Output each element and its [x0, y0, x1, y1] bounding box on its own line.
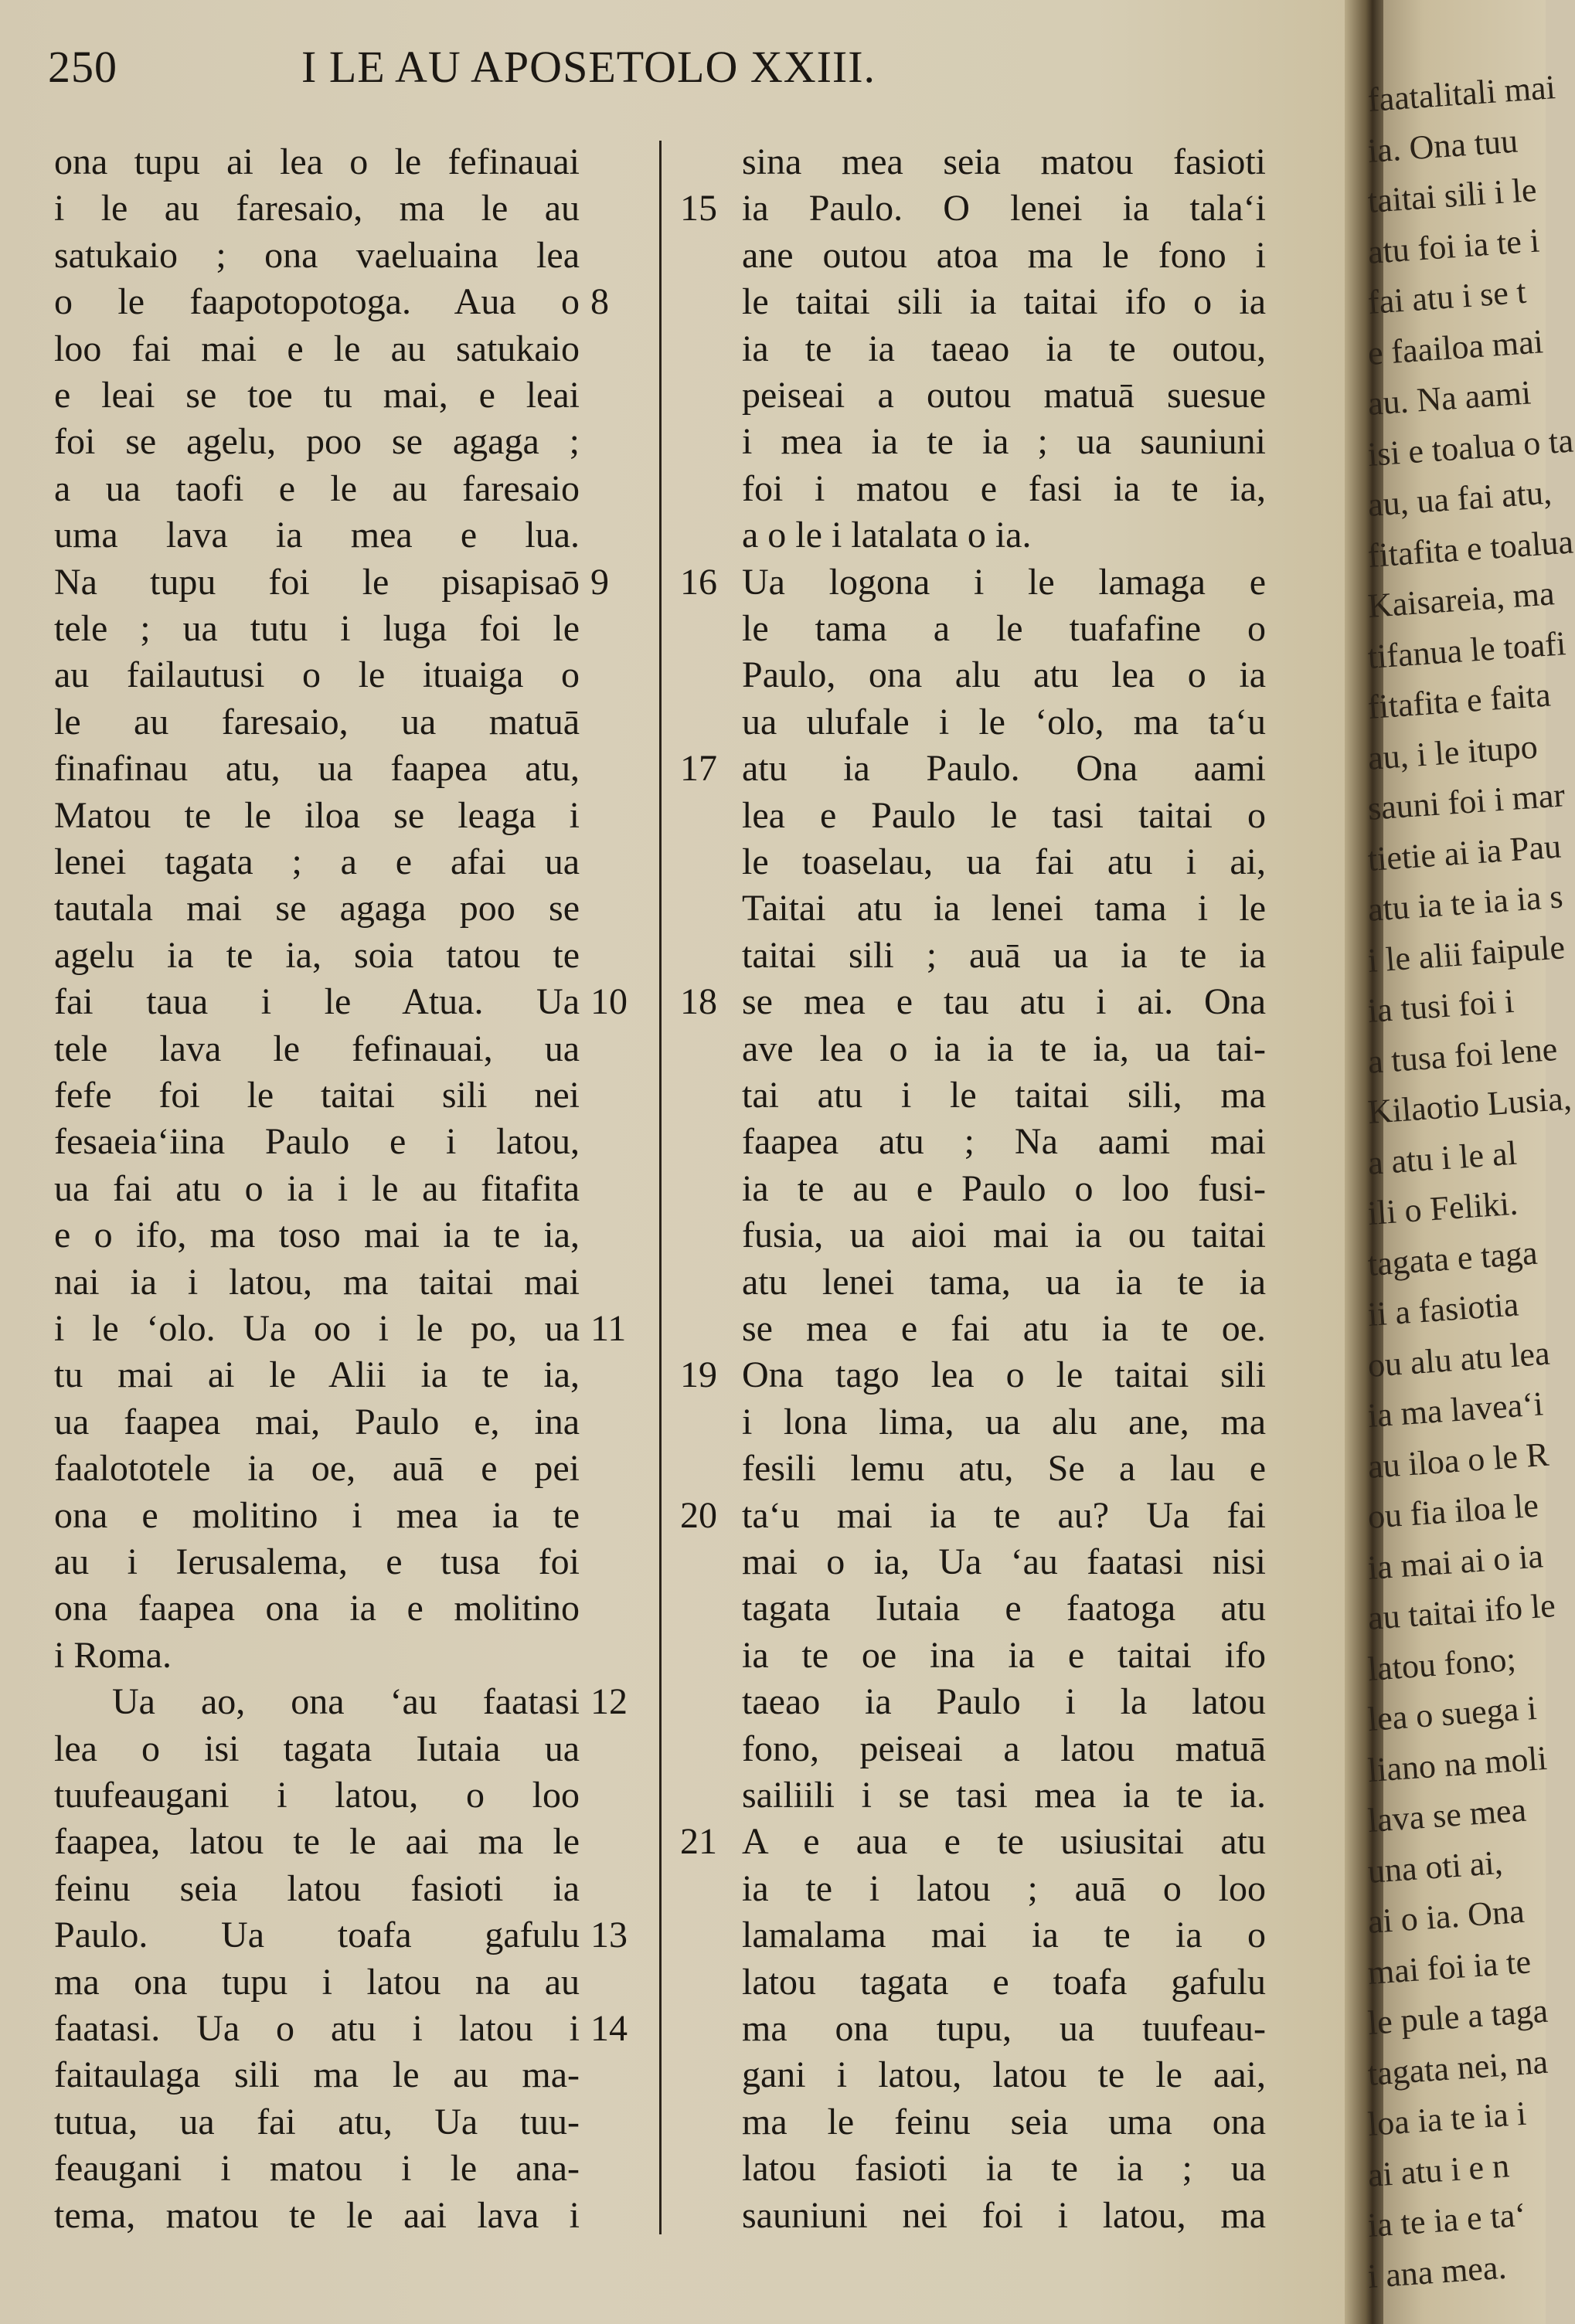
- text-line: i le ‘olo. Ua oo i le po, ua: [54, 1308, 580, 1349]
- text-line: Ua ao, ona ‘au faatasi: [112, 1681, 580, 1723]
- text-line: ona e molitino i mea ia te: [54, 1494, 580, 1536]
- text-line: i le au faresaio, ma le au: [54, 188, 580, 229]
- facing-page-line: atu ia te ia ia s: [1366, 877, 1564, 929]
- facing-page-line: a tusa foi lene: [1366, 1029, 1559, 1081]
- text-line: foi i matou e fasi ia te ia,: [742, 467, 1266, 509]
- text-line: satukaio ; ona vaeluaina lea: [54, 234, 580, 276]
- verse-number: 15: [680, 188, 717, 229]
- verse-number: 19: [680, 1354, 717, 1396]
- text-line: ma le feinu seia uma ona: [742, 2101, 1266, 2142]
- text-line: lea o isi tagata Iutaia ua: [54, 1728, 580, 1769]
- text-line: feinu seia latou fasioti ia: [54, 1867, 580, 1909]
- text-line: le taitai sili ia taitai ifo o ia: [742, 281, 1266, 323]
- text-line: au failautusi o le ituaiga o: [54, 654, 580, 696]
- text-line: au i Ierusalema, e tusa foi: [54, 1541, 580, 1582]
- text-line: Matou te le iloa se leaga i: [54, 794, 580, 836]
- text-line: faapea, latou te le aai ma le: [54, 1821, 580, 1863]
- text-line: ona tupu ai lea o le fefinauai: [54, 141, 580, 182]
- text-line: feaugani i matou i le ana-: [54, 2148, 580, 2190]
- facing-page-line: lea o suega i: [1366, 1688, 1538, 1738]
- text-line: latou tagata e toafa gafulu: [742, 1961, 1266, 2003]
- facing-page-line: faatalitali mai: [1366, 68, 1557, 119]
- facing-page-line: loa ia te ia i: [1366, 2094, 1528, 2143]
- text-line: ia te oe ina ia e taitai ifo: [742, 1634, 1266, 1676]
- text-line: mai o ia, Ua ‘au faatasi nisi: [742, 1541, 1266, 1582]
- text-line: e o ifo, ma toso mai ia te ia,: [54, 1215, 580, 1256]
- facing-page-line: au iloa o le R: [1366, 1435, 1550, 1486]
- facing-page-line: ai atu i e n: [1366, 2146, 1511, 2194]
- verse-number: 17: [680, 748, 717, 790]
- text-line: faalototele ia oe, auā e pei: [54, 1448, 580, 1490]
- text-line: lea e Paulo le tasi taitai o: [742, 794, 1266, 836]
- text-line: tuufeaugani i latou, o loo: [54, 1775, 580, 1816]
- text-line: taitai sili ; auā ua ia te ia: [742, 934, 1266, 976]
- text-line: ma ona tupu i latou na au: [54, 1961, 580, 2003]
- text-line: fesili lemu atu, Se a lau e: [742, 1448, 1266, 1490]
- text-line: ave lea o ia ia te ia, ua tai-: [742, 1028, 1266, 1069]
- facing-page-line: i le alii faipule: [1366, 927, 1566, 980]
- text-line: gani i latou, latou te le aai,: [742, 2054, 1266, 2096]
- text-line: fusia, ua aioi mai ia ou taitai: [742, 1215, 1266, 1256]
- text-line: Taitai atu ia lenei tama i le: [742, 888, 1266, 929]
- text-line: le toaselau, ua fai atu i ai,: [742, 841, 1266, 882]
- text-line: ua fai atu o ia i le au fitafita: [54, 1167, 580, 1209]
- text-line: i mea ia te ia ; ua sauniuni: [742, 421, 1266, 463]
- text-line: ia te au e Paulo o loo fusi-: [742, 1167, 1266, 1209]
- text-line: i Roma.: [54, 1634, 172, 1676]
- text-line: ta‘u mai ia te au? Ua fai: [742, 1494, 1266, 1536]
- text-line: Ua logona i le lamaga e: [742, 561, 1266, 603]
- verse-number: 21: [680, 1821, 717, 1863]
- text-line: e leai se toe tu mai, e leai: [54, 375, 580, 416]
- running-title: I LE AU APOSETOLO XXIII.: [301, 42, 876, 92]
- verse-number: 8: [590, 281, 609, 323]
- facing-page-line: ia ma lavea‘i: [1366, 1385, 1545, 1435]
- facing-page-line: liano na moli: [1366, 1738, 1549, 1789]
- text-line: tutua, ua fai atu, Ua tuu-: [54, 2101, 580, 2142]
- verse-number: 16: [680, 561, 717, 603]
- text-line: peiseai a outou matuā suesue: [742, 375, 1266, 416]
- facing-page-line: ou alu atu lea: [1366, 1334, 1551, 1385]
- page-number: 250: [48, 42, 117, 92]
- text-line: ua faapea mai, Paulo e, ina: [54, 1401, 580, 1442]
- facing-page-line: mai foi ia te: [1366, 1942, 1532, 1992]
- facing-page-line: sauni foi i mar: [1366, 776, 1566, 827]
- facing-page-line: lava se mea: [1366, 1790, 1528, 1840]
- text-line: ma ona tupu, ua tuufeau-: [742, 2008, 1266, 2049]
- text-line: tele lava le fefinauai, ua: [54, 1028, 580, 1069]
- verse-number: 12: [590, 1681, 628, 1723]
- facing-page-line: Kilaotio Lusia,: [1366, 1079, 1573, 1131]
- text-line: a ua taofi e le au faresaio: [54, 467, 580, 509]
- text-line: faapea atu ; Na aami mai: [742, 1121, 1266, 1163]
- text-line: sailiili i se tasi mea ia te ia.: [742, 1775, 1266, 1816]
- facing-page-line: latou fono;: [1366, 1639, 1518, 1688]
- facing-page-line: e faailoa mai: [1366, 321, 1545, 372]
- text-line: lenei tagata ; a e afai ua: [54, 841, 580, 882]
- text-line: taeao ia Paulo i la latou: [742, 1681, 1266, 1723]
- facing-page-line: au, ua fai atu,: [1366, 473, 1553, 524]
- text-line: le tama a le tuafafine o: [742, 608, 1266, 649]
- facing-page-line: ia mai ai o ia: [1366, 1536, 1545, 1587]
- text-line: atu lenei tama, ua ia te ia: [742, 1261, 1266, 1303]
- verse-number: 13: [590, 1915, 628, 1956]
- text-line: tai atu i le taitai sili, ma: [742, 1075, 1266, 1116]
- facing-page-line: au. Na aami: [1366, 373, 1532, 423]
- text-line: tautala mai se agaga poo se: [54, 888, 580, 929]
- facing-page-line: ia. Ona tuu: [1366, 121, 1519, 170]
- facing-page-line: fai atu i se t: [1366, 272, 1528, 321]
- text-line: fono, peiseai a latou matuā: [742, 1728, 1266, 1769]
- facing-page-line: tifanua le toafi: [1366, 623, 1567, 676]
- facing-page-line: ai o ia. Ona: [1366, 1891, 1526, 1941]
- verse-number: 18: [680, 981, 717, 1023]
- text-line: ona faapea ona ia e molitino: [54, 1588, 580, 1629]
- text-line: tu mai ai le Alii ia te ia,: [54, 1354, 580, 1396]
- facing-page-line: taitai sili i le: [1366, 170, 1538, 220]
- facing-page-line: ia tusi foi i: [1366, 981, 1515, 1030]
- text-line: A e aua e te usiusitai atu: [742, 1821, 1266, 1863]
- text-line: Paulo, ona alu atu lea o ia: [742, 654, 1266, 696]
- text-line: Paulo. Ua toafa gafulu: [54, 1915, 580, 1956]
- text-line: nai ia i latou, ma taitai mai: [54, 1261, 580, 1303]
- verse-number: 14: [590, 2008, 628, 2049]
- facing-page-line: tagata nei, na: [1366, 2042, 1549, 2093]
- text-line: loo fai mai e le au satukaio: [54, 328, 580, 369]
- text-line: Ona tago lea o le taitai sili: [742, 1354, 1266, 1396]
- facing-page-line: tietie ai ia Pau: [1366, 827, 1563, 878]
- facing-page-line: atu foi ia te i: [1366, 221, 1541, 271]
- facing-page-line: fitafita e toalua: [1366, 522, 1575, 575]
- text-line: agelu ia te ia, soia tatou te: [54, 934, 580, 976]
- facing-page-line: au, i le itupo: [1366, 727, 1539, 777]
- text-line: uma lava ia mea e lua.: [54, 515, 580, 556]
- verse-number: 20: [680, 1494, 717, 1536]
- facing-page-line: i ana mea.: [1366, 2248, 1508, 2295]
- text-line: ia Paulo. O lenei ia tala‘i: [742, 188, 1266, 229]
- text-line: tele ; ua tutu i luga foi le: [54, 608, 580, 649]
- text-line: atu ia Paulo. Ona aami: [742, 748, 1266, 790]
- text-line: tema, matou te le aai lava i: [54, 2194, 580, 2236]
- verse-number: 9: [590, 561, 609, 603]
- text-line: ia te ia taeao ia te outou,: [742, 328, 1266, 369]
- text-line: fesaeia‘iina Paulo e i latou,: [54, 1121, 580, 1163]
- text-line: se mea e fai atu ia te oe.: [742, 1308, 1266, 1349]
- facing-page-line: isi e toalua o ta: [1366, 420, 1575, 474]
- text-line: faitaulaga sili ma le au ma-: [54, 2054, 580, 2096]
- facing-page-line: una oti ai,: [1366, 1843, 1504, 1891]
- facing-page-line: tagata e taga: [1366, 1233, 1539, 1283]
- text-line: Na tupu foi le pisapisaō: [54, 561, 580, 603]
- facing-page-line: au taitai ifo le: [1366, 1586, 1557, 1637]
- facing-page-line: ou fia iloa le: [1366, 1486, 1540, 1536]
- text-line: i lona lima, ua alu ane, ma: [742, 1401, 1266, 1442]
- text-line: sina mea seia matou fasioti: [742, 141, 1266, 182]
- text-line: se mea e tau atu i ai. Ona: [742, 981, 1266, 1023]
- facing-page-line: Kaisareia, ma: [1366, 574, 1556, 625]
- text-line: faatasi. Ua o atu i latou i: [54, 2008, 580, 2049]
- text-line: lamalama mai ia te ia o: [742, 1915, 1266, 1956]
- facing-page-line: a atu i le al: [1366, 1133, 1519, 1182]
- text-line: fefe foi le taitai sili nei: [54, 1075, 580, 1116]
- text-line: a o le i latalata o ia.: [742, 515, 1032, 556]
- facing-page-line: ili o Feliki.: [1366, 1184, 1519, 1232]
- facing-page-line: ia te ia e ta‘: [1366, 2195, 1528, 2244]
- text-line: sauniuni nei foi i latou, ma: [742, 2194, 1266, 2236]
- facing-page-line: fitafita e faita: [1366, 675, 1553, 726]
- text-line: foi se agelu, poo se agaga ;: [54, 421, 580, 463]
- text-line: latou fasioti ia te ia ; ua: [742, 2148, 1266, 2190]
- facing-page-line: ii a fasiotia: [1366, 1285, 1520, 1334]
- text-line: ane outou atoa ma le fono i: [742, 234, 1266, 276]
- verse-number: 11: [590, 1308, 627, 1349]
- text-line: le au faresaio, ua matuā: [54, 701, 580, 742]
- facing-page-line: le pule a taga: [1366, 1991, 1549, 2042]
- text-line: fai taua i le Atua. Ua: [54, 981, 580, 1023]
- text-line: o le faapotopotoga. Aua o: [54, 281, 580, 323]
- verse-number: 10: [590, 981, 628, 1023]
- text-line: ua ulufale i le ‘olo, ma ta‘u: [742, 701, 1266, 742]
- text-line: finafinau atu, ua faapea atu,: [54, 748, 580, 790]
- text-line: tagata Iutaia e faatoga atu: [742, 1588, 1266, 1629]
- text-line: ia te i latou ; auā o loo: [742, 1867, 1266, 1909]
